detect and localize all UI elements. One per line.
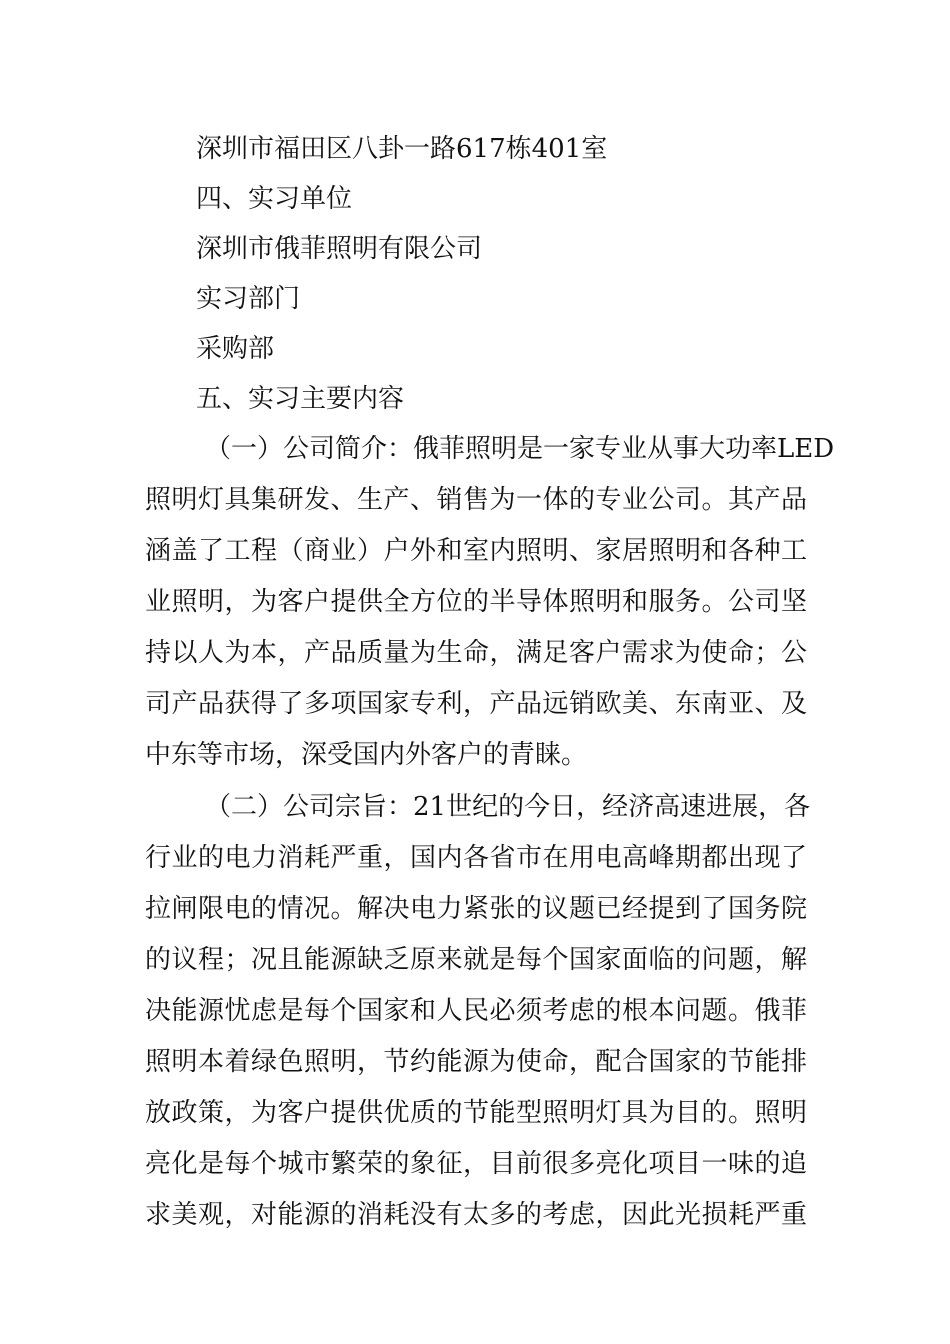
paragraph-line: 照明本着绿色照明，节约能源为使命，配合国家的节能排 (145, 1047, 807, 1077)
paragraph-line: 放政策，为客户提供优质的节能型照明灯具为目的。照明 (145, 1098, 807, 1128)
paragraph-line: 持以人为本，产品质量为生命，满足客户需求为使命；公 (145, 638, 807, 668)
company-name: 深圳市俄菲照明有限公司 (196, 234, 483, 264)
section-heading-internship-unit: 四、实习单位 (196, 184, 353, 214)
paragraph-line: （一）公司简介：俄菲照明是一家专业从事大功率LED (205, 434, 835, 464)
department-name: 采购部 (196, 334, 275, 364)
paragraph-line: 行业的电力消耗严重，国内各省市在用电高峰期都出现了 (145, 843, 807, 873)
paragraph-line: 拉闸限电的情况。解决电力紧张的议题已经提到了国务院 (145, 894, 807, 924)
paragraph-line: 照明灯具集研发、生产、销售为一体的专业公司。其产品 (145, 485, 807, 515)
paragraph-line: 决能源忧虑是每个国家和人民必须考虑的根本问题。俄菲 (145, 996, 807, 1026)
department-label: 实习部门 (196, 284, 301, 314)
paragraph-line: 的议程；况且能源缺乏原来就是每个国家面临的问题，解 (145, 945, 807, 975)
paragraph-line: 涵盖了工程（商业）户外和室内照明、家居照明和各种工 (145, 536, 807, 566)
paragraph-line: 求美观，对能源的消耗没有太多的考虑，因此光损耗严重 (145, 1200, 807, 1230)
paragraph-line: 司产品获得了多项国家专利，产品远销欧美、东南亚、及 (145, 689, 807, 719)
paragraph-line: 中东等市场，深受国内外客户的青睐。 (145, 740, 588, 770)
address-line: 深圳市福田区八卦一路617栋401室 (196, 134, 608, 164)
section-heading-main-content: 五、实习主要内容 (196, 384, 405, 414)
paragraph-line: 亮化是每个城市繁荣的象征，目前很多亮化项目一味的追 (145, 1149, 807, 1179)
paragraph-line: （二）公司宗旨：21世纪的今日，经济高速进展，各 (205, 792, 811, 822)
paragraph-line: 业照明，为客户提供全方位的半导体照明和服务。公司坚 (145, 587, 807, 617)
